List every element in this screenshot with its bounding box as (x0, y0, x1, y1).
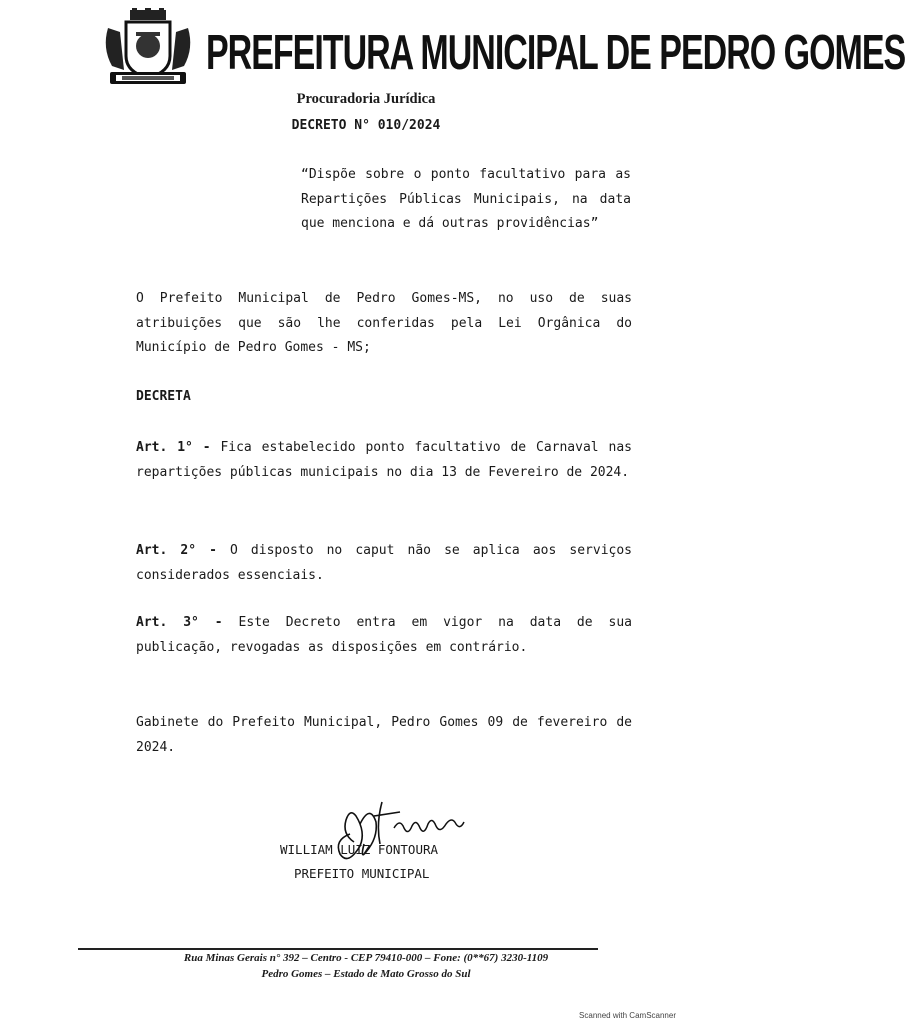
closing-text: Gabinete do Prefeito Municipal, Pedro Gomes 09 de fevereiro de 2024. (136, 715, 632, 755)
article-1 (136, 436, 632, 485)
article-label: Art. 2° - (136, 543, 217, 558)
article-label: Art. 3° - (136, 615, 223, 630)
article-label: Art. 1° - (136, 440, 211, 455)
article-text: O disposto no caput não se aplica aos serviços considerados essenciais. (136, 543, 632, 583)
municipal-crest-icon (100, 8, 196, 90)
decree-number: DECRETO N° 010/2024 (291, 118, 441, 133)
handwritten-signature (320, 794, 470, 872)
article-3 (136, 611, 632, 660)
footer-address: Rua Minas Gerais n° 392 – Centro - CEP 79410-000 – Fone: (0**67) 3230-1109 (183, 952, 549, 964)
decreta-heading: DECRETA (136, 389, 191, 404)
article-text: Este Decreto entra em vigor na data de sua publicação, revogadas as disposições em contrário. (136, 615, 632, 655)
signatory-role: PREFEITO MUNICIPAL (294, 866, 430, 881)
scanner-watermark: Scanned with CamScanner (579, 1011, 676, 1020)
footer-divider (78, 948, 598, 950)
department-name: Procuradoria Jurídica (296, 91, 436, 107)
article-text: Fica estabelecido ponto facultativo de Carnaval nas repartições públicas municipais no dia 13 de Fevereiro de 2024. (136, 440, 632, 480)
signatory-name: WILLIAM LUIZ FONTOURA (280, 842, 439, 857)
header-title: PREFEITURA MUNICIPAL DE PEDRO GOMES (206, 25, 905, 81)
preamble-text: O Prefeito Municipal de Pedro Gomes-MS, no uso de suas atribuições que são lhe conferidas pela Lei Orgânica do Município de Pedro Gomes - MS; (136, 291, 632, 355)
ementa-text: “Dispõe sobre o ponto facultativo para as Repartições Públicas Municipais, na data que menciona e dá outras providências” (301, 167, 631, 231)
footer-location: Pedro Gomes – Estado de Mato Grosso do Sul (261, 968, 471, 980)
article-2 (136, 539, 632, 588)
